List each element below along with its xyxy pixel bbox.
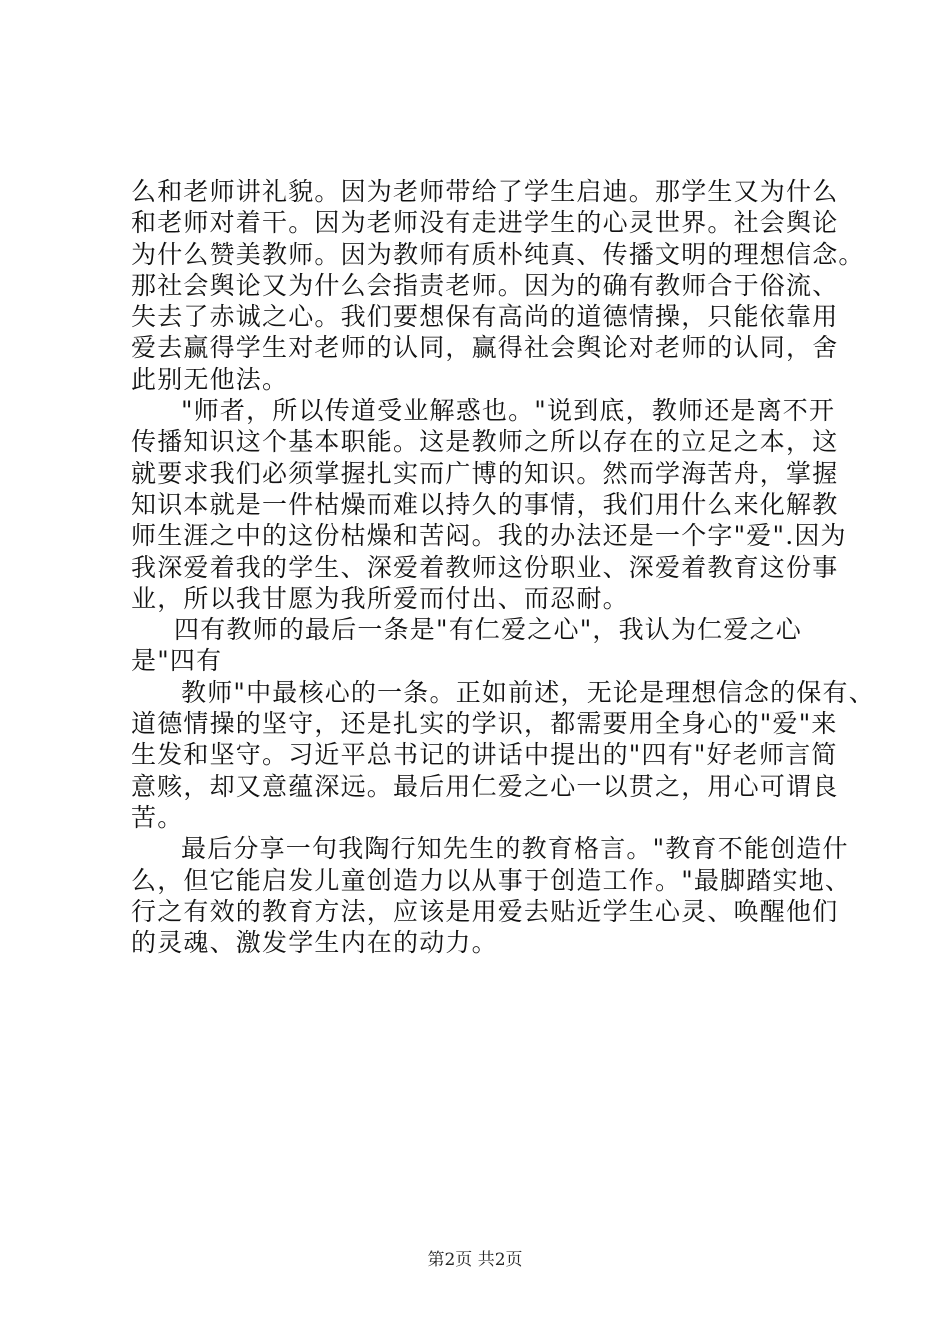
text-line: 的灵魂、激发学生内在的动力。 bbox=[131, 928, 498, 958]
text-line: 么和老师讲礼貌。因为老师带给了学生启迪。那学生又为什么 bbox=[131, 177, 839, 206]
text-line: 和老师对着干。因为老师没有走进学生的心灵世界。社会舆论 bbox=[131, 208, 839, 238]
text-line: 失去了赤诚之心。我们要想保有高尚的道德情操，只能依靠用 bbox=[131, 302, 839, 332]
text-line: "师者，所以传道受业解惑也。"说到底，教师还是离不开 bbox=[181, 396, 836, 426]
text-line: 师生涯之中的这份枯燥和苦闷。我的办法还是一个字"爱".因为 bbox=[131, 521, 847, 551]
text-line: 最后分享一句我陶行知先生的教育格言。"教育不能创造什 bbox=[181, 834, 849, 864]
text-line: 业，所以我甘愿为我所爱而付出、而忍耐。 bbox=[131, 583, 629, 613]
page-number-footer: 第2页 共2页 bbox=[427, 1250, 523, 1270]
text-line: 么，但它能启发儿童创造力以从事于创造工作。"最脚踏实地、 bbox=[131, 865, 852, 895]
text-line: 为什么赞美教师。因为教师有质朴纯真、传播文明的理想信念。 bbox=[131, 239, 865, 269]
text-line: 苦。 bbox=[131, 802, 184, 832]
text-line: 行之有效的教育方法，应该是用爱去贴近学生心灵、唤醒他们 bbox=[131, 896, 839, 926]
text-line: 教师"中最核心的一条。正如前述，无论是理想信念的保有、 bbox=[181, 677, 875, 707]
text-line: 我深爱着我的学生、深爱着教师这份职业、深爱着教育这份事 bbox=[131, 552, 839, 582]
text-line: 四有教师的最后一条是"有仁爱之心"，我认为仁爱之心 bbox=[174, 615, 803, 645]
text-line: 道德情操的坚守，还是扎实的学识，都需要用全身心的"爱"来 bbox=[131, 709, 838, 739]
text-line: 生发和坚守。习近平总书记的讲话中提出的"四有"好老师言简 bbox=[131, 740, 838, 770]
text-line: 就要求我们必须掌握扎实而广博的知识。然而学海苦舟，掌握 bbox=[131, 458, 839, 488]
text-line: 那社会舆论又为什么会指责老师。因为的确有教师合于俗流、 bbox=[131, 270, 839, 300]
text-line: 是"四有 bbox=[131, 646, 223, 676]
text-line: 意赅，却又意蕴深远。最后用仁爱之心一以贯之，用心可谓良 bbox=[131, 771, 839, 801]
text-line: 此别无他法。 bbox=[131, 364, 289, 394]
text-line: 知识本就是一件枯燥而难以持久的事情，我们用什么来化解教 bbox=[131, 489, 839, 519]
document-body bbox=[131, 176, 875, 958]
text-line: 传播知识这个基本职能。这是教师之所以存在的立足之本，这 bbox=[131, 427, 839, 457]
text-line: 爱去赢得学生对老师的认同，赢得社会舆论对老师的认同，舍 bbox=[131, 333, 839, 363]
